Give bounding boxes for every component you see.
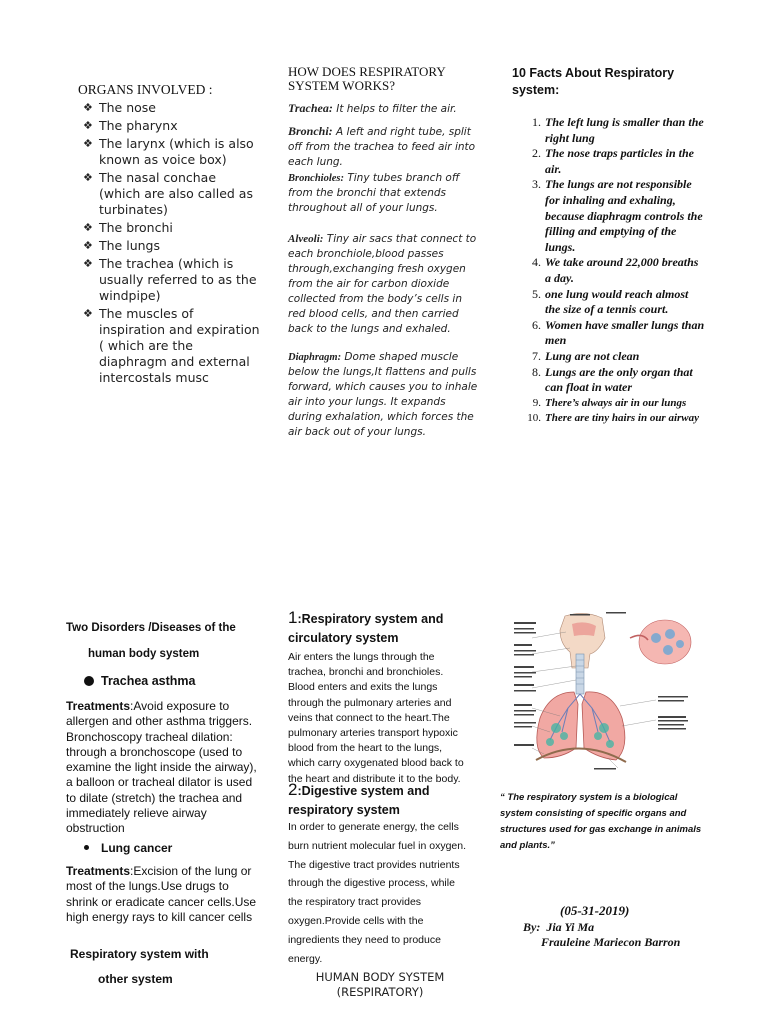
diamond-bullet-icon: ❖: [83, 257, 93, 270]
respiratory-diagram-image: [510, 608, 710, 778]
diamond-bullet-icon: ❖: [83, 221, 93, 234]
bullet-dot-icon: [84, 676, 94, 686]
authors-block: [523, 920, 680, 950]
lung-cancer-label: Lung cancer: [84, 841, 172, 855]
facts-list: [520, 115, 705, 427]
definition-trachea: Trachea: It helps to filter the air.: [288, 101, 457, 115]
list-item: ❖ The pharynx: [83, 118, 178, 133]
document-title: HUMAN BODY SYSTEM (RESPIRATORY): [315, 970, 445, 999]
list-item: 4. We take around 22,000 breaths a day.: [532, 255, 699, 285]
diamond-bullet-icon: ❖: [83, 171, 93, 184]
quote-text: “ The respiratory system is a biological system consisting of specific organs and structures used for gas exchange in animals and plants.”: [500, 792, 702, 851]
definition-alveoli: Alveoli: Tiny air sacs that connect to each bronchiole,blood passes through,exchanging fresh oxygen from the air for carbon dioxide collected from the body’s cells in red blood cells, and then carried back to the lungs and exhaled.: [288, 233, 477, 335]
diamond-bullet-icon: ❖: [83, 239, 93, 252]
list-item: 8. Lungs are the only organ that can float in water: [532, 364, 693, 395]
organs-heading: ORGANS INVOLVED :: [78, 82, 213, 97]
list-item: ❖ The muscles of inspiration and expiration ( which are the diaphragm and external intercostals musc: [83, 306, 260, 385]
list-item: 3. The lungs are not responsible for inhaling and exhaling, because diaphragm controls the filling and emptying of the lungs.: [532, 177, 703, 254]
list-item: ❖ The larynx (which is also known as voice box): [83, 136, 254, 167]
date-text: (05-31-2019): [560, 903, 630, 918]
system1-heading: 1:Respiratory system and circulatory system: [288, 608, 444, 645]
list-item: 10. There are tiny hairs in our airway: [527, 412, 700, 425]
author-line-2: Frauleine Mariecon Barron: [541, 935, 681, 949]
system2-heading: 2:Digestive system and respiratory system: [288, 780, 430, 817]
list-item: ❖ The nasal conchae (which are also called as turbinates): [83, 170, 253, 217]
diamond-bullet-icon: ❖: [83, 307, 93, 320]
definition-bronchi: Bronchi: A left and right tube, split off from the trachea to feed air into each lung.: [288, 124, 476, 168]
definition-diaphragm: Diaphragm: Dome shaped muscle below the lungs,It flattens and pulls forward, which causes you to inhale air into your lungs. It expands during exhalation, which forces the air back out of your lungs.: [288, 351, 478, 438]
disorders-subheading: human body system: [88, 648, 200, 660]
other-system-subheading: other system: [98, 972, 173, 986]
how-heading: HOW DOES RESPIRATORY SYSTEM WORKS?: [288, 64, 446, 93]
list-item: 7. Lung are not clean: [532, 348, 640, 363]
list-item: ❖ The bronchi: [83, 220, 173, 235]
list-item: 2. The nose traps particles in the air.: [532, 146, 695, 176]
list-item: ❖ The trachea (which is usually referred to as the windpipe): [83, 256, 257, 303]
organs-list: [80, 100, 260, 388]
list-item: 5. one lung would reach almost the size of a tennis court.: [532, 286, 689, 317]
disorders-heading: Two Disorders /Diseases of the: [66, 622, 236, 634]
other-system-heading: Respiratory system with: [70, 947, 209, 961]
facts-heading: 10 Facts About Respiratory system:: [512, 66, 675, 97]
asthma-treatments: Treatments:Avoid exposure to allergen and other asthma triggers. Bronchoscopy tracheal dilation: through a bronchoscope (used to examine the light inside the airway), a balloon or tracheal dilator is used to dilate (stretch) the trachea and immediately relieve airway obstruction: [66, 699, 257, 836]
system2-text: In order to generate energy, the cells burn nutrient molecular fuel in oxygen. The digestive tract provides nutrients through the digestive process, while the respiratory tract provides oxygen.Provide cells with the ingredients they need to produce energy.: [288, 821, 467, 965]
list-item: ❖ The nose: [83, 100, 156, 115]
asthma-label: Trachea asthma: [84, 674, 196, 688]
definition-bronchioles: Bronchioles: Tiny tubes branch off from the bronchi that extends throughout all of your lungs.: [288, 172, 460, 214]
system1-text: Air enters the lungs through the trachea, bronchi and bronchioles. Blood enters and exits the lungs through the pulmonary arteries and veins that connect to the heart.The pulmonary arteries transport hypoxic blood from the heart to the lungs, which carry oxygenated blood back to the heart and distribute it to the body.: [288, 651, 464, 785]
diamond-bullet-icon: ❖: [83, 101, 93, 114]
list-item: 9. There’s always air in our lungs: [532, 396, 687, 409]
diamond-bullet-icon: ❖: [83, 119, 93, 132]
list-item: 1. The left lung is smaller than the right lung: [532, 115, 704, 145]
list-item: ❖ The lungs: [83, 238, 160, 253]
list-item: 6. Women have smaller lungs than men: [532, 317, 705, 348]
bullet-dot-icon: [84, 845, 89, 850]
diamond-bullet-icon: ❖: [83, 137, 93, 150]
author-line-1: By: Jia Yi Ma: [523, 920, 595, 934]
cancer-treatments: Treatments:Excision of the lung or most of the lungs.Use drugs to shrink or eradicate cancer cells.Use high energy rays to kill cancer cells: [66, 864, 257, 924]
